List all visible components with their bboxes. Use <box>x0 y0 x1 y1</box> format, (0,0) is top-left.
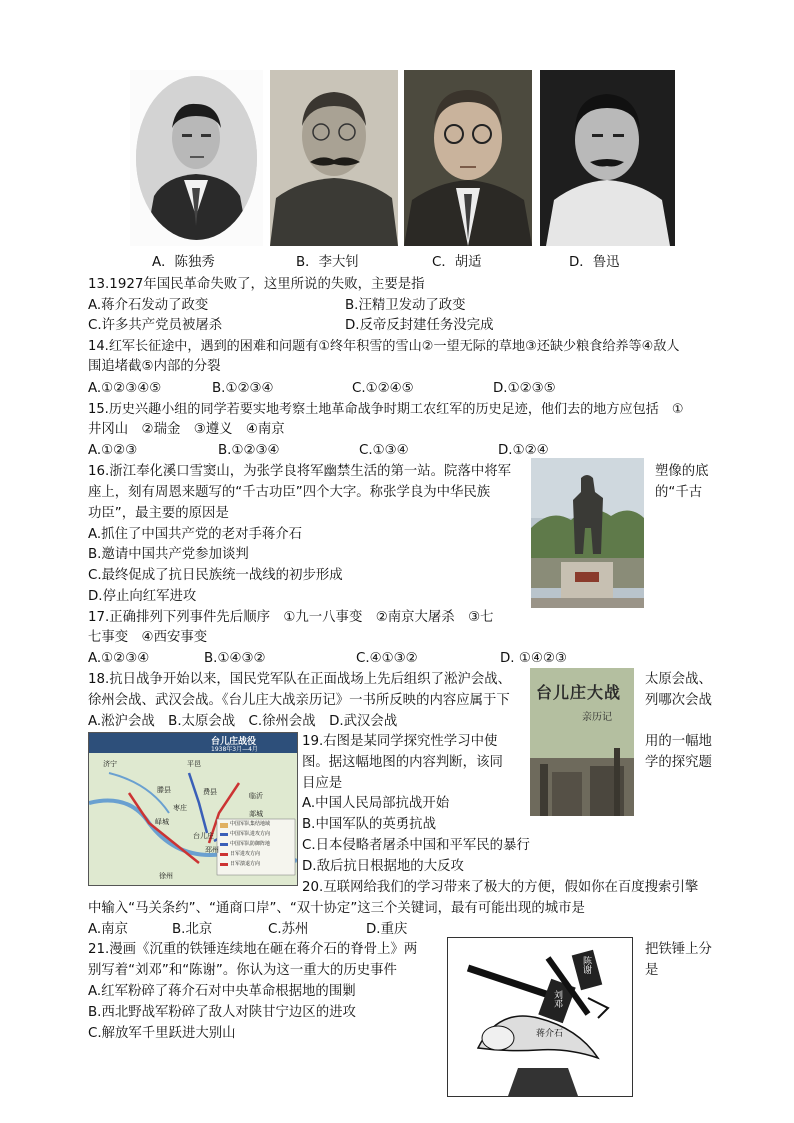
map-legend-4: 日军进攻方向 <box>230 851 261 857</box>
q18-stem-line2-right: 列哪次会战 <box>645 693 712 708</box>
q21-option-b: B.西北野战军粉碎了敌人对陕甘宁边区的进攻 <box>88 1005 356 1020</box>
map-place-tengxian: 滕县 <box>157 786 171 794</box>
q15-option-d: D.①②④ <box>498 443 549 458</box>
q15-stem-line1: 15.历史兴趣小组的同学若要实地考察土地革命战争时期工农红军的历史足迹，他们去的地方应包括 ① <box>88 402 684 417</box>
q19-stem-line3: 目应是 <box>302 776 343 791</box>
book-cover-subtitle: 亲历记 <box>582 712 612 723</box>
q21-stem-line1: 21.漫画《沉重的铁锤连续地在砸在蒋介石的脊骨上》两 <box>88 942 418 957</box>
q17-option-a: A.①②③④ <box>88 651 150 666</box>
map-place-feixian: 费县 <box>203 788 217 796</box>
q18-stem-line1: 18.抗日战争开始以来，国民党军队在正面战场上先后组织了淞沪会战、 <box>88 672 512 687</box>
q18-options: A.淞沪会战 B.太原会战 C.徐州会战 D.武汉会战 <box>88 714 398 729</box>
map-place-pingyi: 平邑 <box>187 760 201 768</box>
q16-option-a: A.抓住了中国共产党的老对手蒋介石 <box>88 527 303 542</box>
q20-option-b: B.北京 <box>172 922 213 937</box>
map-place-linyi: 临沂 <box>249 792 263 800</box>
q16-option-d: D.停止向红军进攻 <box>88 589 197 604</box>
q18-stem-line2: 徐州会战、武汉会战。《台儿庄大战亲历记》一书所反映的内容应属于下 <box>88 693 510 708</box>
q13-option-b: B.汪精卫发动了政变 <box>345 298 466 313</box>
q14-stem-line1: 14.红军长征途中，遇到的困难和问题有①终年积雪的雪山②一望无际的草地③还缺少粮食给养等④敌人 <box>88 339 680 354</box>
q14-option-c: C.①②④⑤ <box>352 381 414 396</box>
portrait-lu-xun <box>540 70 675 246</box>
q15-option-a: A.①②③ <box>88 443 138 458</box>
cartoon-hammer2-label: 陈谢 <box>581 956 591 974</box>
statue-photo <box>531 458 644 608</box>
q19-option-c: C.日本侵略者屠杀中国和平军民的暴行 <box>302 838 530 853</box>
option-hu-shi: C．胡适 <box>432 255 482 270</box>
q14-option-d: D.①②③⑤ <box>493 381 556 396</box>
map-legend-3: 中国军队防御阵地 <box>230 841 271 847</box>
q19-option-d: D.敌后抗日根据地的大反攻 <box>302 859 464 874</box>
q20-stem-line1: 20.互联网给我们的学习带来了极大的方便，假如你在百度搜索引擎 <box>302 880 699 895</box>
q16-stem-line1: 16.浙江奉化溪口雪窦山，为张学良将军幽禁生活的第一站。院落中将军 <box>88 464 512 479</box>
q13-option-d: D.反帝反封建任务没完成 <box>345 318 494 333</box>
q16-stem-line1-right: 塑像的底 <box>655 464 709 479</box>
q18-stem-line1-right: 太原会战、 <box>645 672 712 687</box>
q19-stem-line1: 19.右图是某同学探究性学习中使 <box>302 734 498 749</box>
q17-option-d: D. ①④②③ <box>500 651 567 666</box>
q17-option-c: C.④①③② <box>356 651 418 666</box>
q19-stem-line2: 图。据这幅地图的内容判断，该同 <box>302 755 503 770</box>
q19-stem-line2-right: 学的探究题 <box>645 755 712 770</box>
map-legend-2: 中国军队进攻方向 <box>230 831 271 837</box>
q14-stem-line2: 围追堵截⑤内部的分裂 <box>88 359 221 374</box>
q16-stem-line2-right: 的“千古 <box>655 485 703 500</box>
map-title: 台儿庄战役 <box>211 737 257 747</box>
q17-stem-line1: 17.正确排列下列事件先后顺序 ①九一八事变 ②南京大屠杀 ③七 <box>88 610 494 625</box>
q17-stem-line2: 七事变 ④西安事变 <box>88 630 208 645</box>
q20-option-a: A.南京 <box>88 922 128 937</box>
map-place-tancheng: 郯城 <box>249 810 263 818</box>
map-date: 1938年3月—4月 <box>211 746 258 753</box>
taierzhuang-map <box>88 732 298 886</box>
cartoon-hammer1-label: 刘邓 <box>552 990 562 1008</box>
map-place-pizhou: 邳州 <box>205 846 219 854</box>
q16-option-b: B.邀请中国共产党参加谈判 <box>88 547 249 562</box>
option-chen-duxiu: A．陈独秀 <box>152 255 215 270</box>
q20-option-c: C.苏州 <box>268 922 309 937</box>
map-place-zaozhuang: 枣庄 <box>173 804 187 812</box>
map-place-yicheng: 峄城 <box>155 818 169 826</box>
q21-option-a: A.红军粉碎了蒋介石对中央革命根据地的围剿 <box>88 984 356 999</box>
q16-stem-line2: 座上，刻有周恩来题写的“千古功臣”四个大字。称张学良为中华民族 <box>88 485 491 500</box>
cartoon-image <box>447 937 633 1097</box>
q16-option-c: C.最终促成了抗日民族统一战线的初步形成 <box>88 568 343 583</box>
option-lu-xun: D．鲁迅 <box>569 255 620 270</box>
map-place-jining: 济宁 <box>103 760 117 768</box>
q13-stem: 13.1927年国民革命失败了，这里所说的失败，主要是指 <box>88 277 425 292</box>
q19-option-b: B.中国军队的英勇抗战 <box>302 817 436 832</box>
q21-stem-line2: 别写着“刘邓”和“陈谢”。你认为这一重大的历史事件 <box>88 963 397 978</box>
q13-option-a: A.蒋介石发动了政变 <box>88 298 209 313</box>
cartoon-target-label: 蒋介石 <box>536 1029 564 1039</box>
q15-option-c: C.①③④ <box>359 443 409 458</box>
portrait-chen-duxiu <box>130 70 263 246</box>
portrait-hu-shi <box>404 70 532 246</box>
book-cover <box>530 668 634 816</box>
q15-stem-line2: 井冈山 ②瑞金 ③遵义 ④南京 <box>88 422 285 437</box>
q16-stem-line3: 功臣”，最主要的原因是 <box>88 506 229 521</box>
book-cover-title: 台儿庄大战 <box>536 683 622 702</box>
map-legend-1: 中国军队集结地域 <box>230 821 271 827</box>
option-li-dazhao: B．李大钊 <box>296 255 359 270</box>
q19-stem-line1-right: 用的一幅地 <box>645 734 712 749</box>
q20-stem-line2: 中输入“马关条约”、“通商口岸”、“双十协定”这三个关键词，最有可能出现的城市是 <box>88 901 585 916</box>
q14-option-b: B.①②③④ <box>212 381 274 396</box>
map-place-xuzhou: 徐州 <box>159 872 173 880</box>
q19-option-a: A.中国人民局部抗战开始 <box>302 796 450 811</box>
q13-option-c: C.许多共产党员被屠杀 <box>88 318 223 333</box>
q15-option-b: B.①②③④ <box>218 443 280 458</box>
q21-stem-line2-right: 是 <box>645 963 659 978</box>
map-place-taierzhuang: 台儿庄 <box>193 832 214 840</box>
q20-option-d: D.重庆 <box>366 922 408 937</box>
q21-option-c: C.解放军千里跃进大别山 <box>88 1026 236 1041</box>
q21-stem-line1-right: 把铁锤上分 <box>645 942 712 957</box>
portrait-li-dazhao <box>270 70 398 246</box>
map-legend-5: 日军溃退方向 <box>230 861 261 867</box>
q14-option-a: A.①②③④⑤ <box>88 381 162 396</box>
q17-option-b: B.①④③② <box>204 651 266 666</box>
